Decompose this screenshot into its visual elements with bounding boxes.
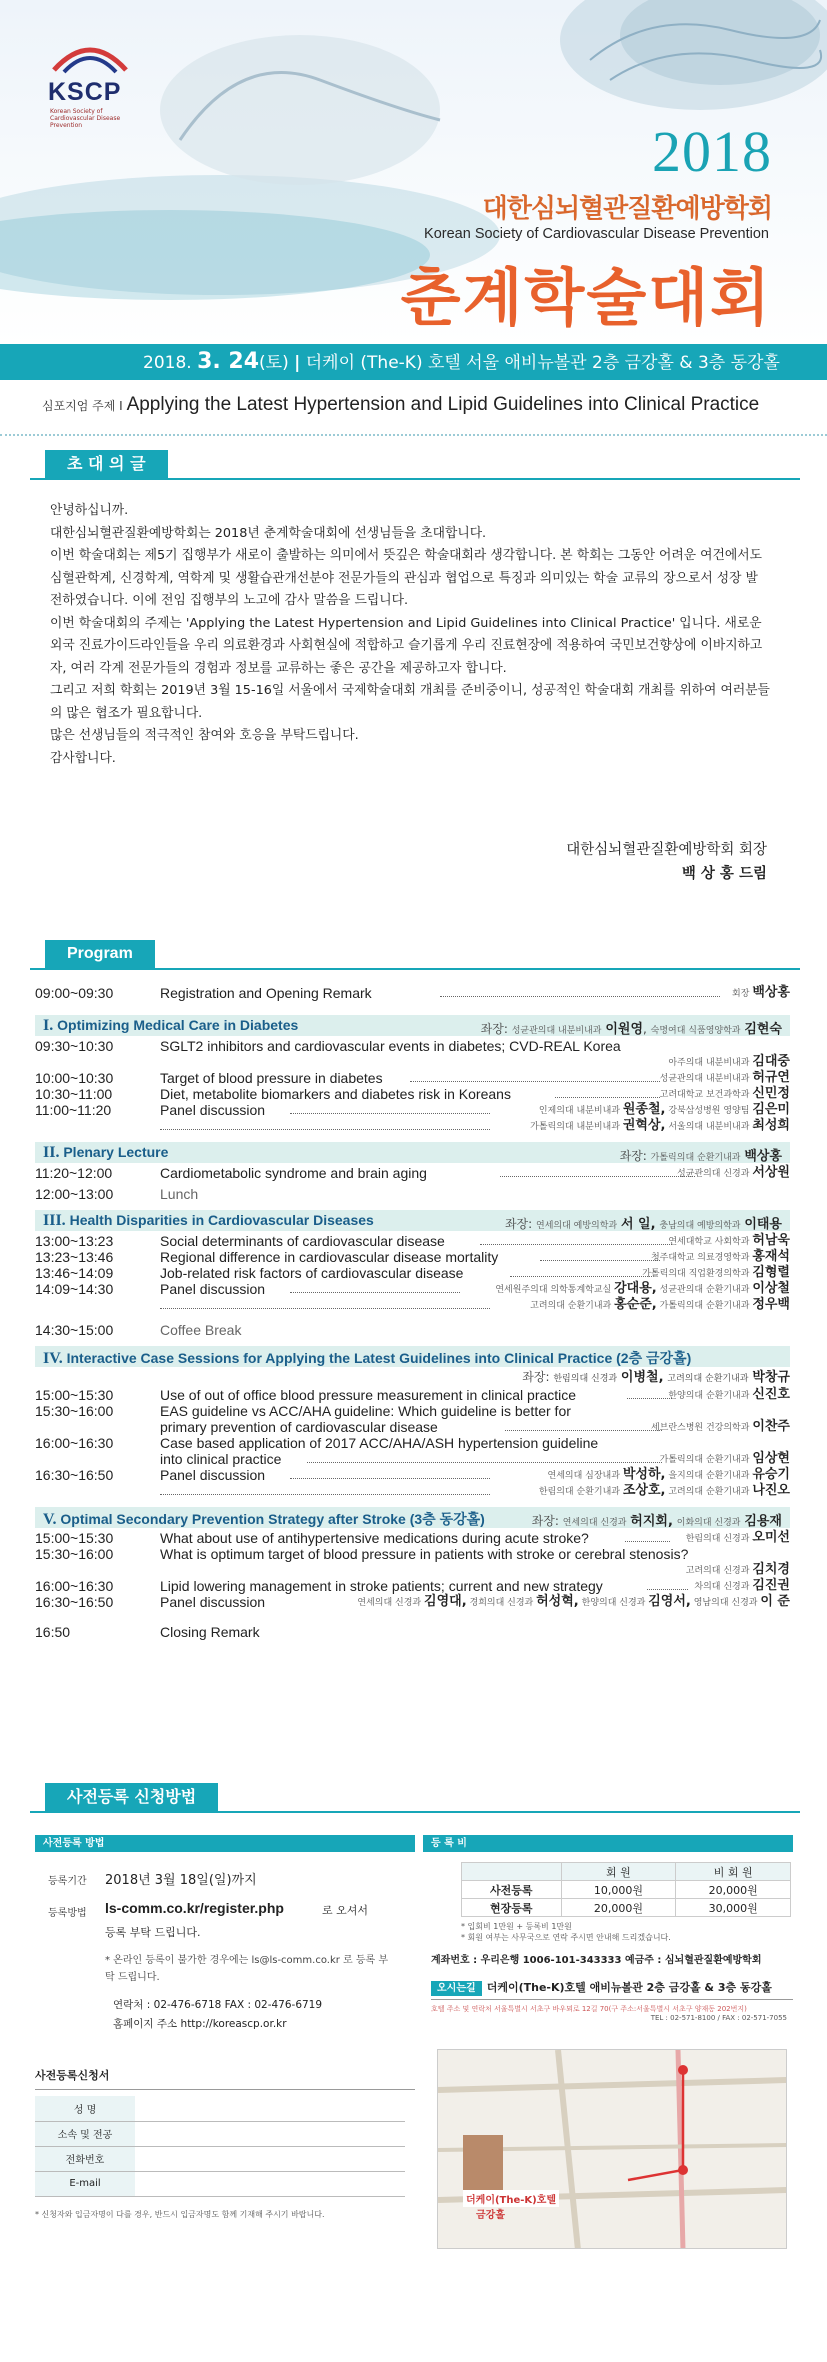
program-row: 13:00~13:23 Social determinants of cardiovascular disease 연세대학교 사회학과 허남욱 [35,1233,790,1249]
fee-head: 등 록 비 [423,1835,793,1852]
invite-paragraph: 대한심뇌혈관질환예방학회는 2018년 춘계학술대회에 선생님들을 초대합니다. [50,525,487,541]
program-row: 15:30~16:00 What is optimum target of blood pressure in patients with stroke or cerebral stenosis? [35,1546,689,1562]
invite-paragraph: 이번 학술대회의 주제는 'Applying the Latest Hypertension and Lipid Guidelines into Clinical Practice' 입니다. 새로운 외국 진료가이드라인들을 우리 의료환경과 사회현실에 적합하고 슬기롭게 우리 진료현장에 적용하여 국민보건향상에 이바지하고자, 여러 각계 전문가들의 경험과 정보를 교류하는 좋은 공간을 제공하고자 합니다. [50,615,763,676]
row-speaker: 회장 백상홍 [732,985,790,1000]
org-name-kr: 대한심뇌혈관질환예방학회 [482,194,772,224]
method-label: 등록방법 [48,1908,87,1919]
org-name-en: Korean Society of Cardiovascular Disease Prevention [424,226,769,242]
venue: 더케이 (The-K) 호텔 서울 애비뉴볼관 2층 금강홀 & 3층 동강홀 [305,353,780,373]
application-form [35,2096,405,2197]
signature [566,838,767,886]
symposium-theme [42,390,759,421]
program-row [35,985,790,1013]
program-row: 15:00~15:30 Use of out of office blood pressure measurement in clinical practice 한양의대 순환기내과 신진호 [35,1387,790,1403]
form-field-input[interactable] [135,2146,405,2171]
date-separator: | [294,353,301,373]
sign-org: 대한심뇌혈관질환예방학회 회장 [566,842,767,858]
registration-method [35,1835,415,2220]
invite-paragraph: 많은 선생님들의 적극적인 참여와 호응을 부탁드립니다. [50,728,359,743]
program-row: 13:46~14:09 Job-related risk factors of cardiovascular disease 가톨릭의대 직업환경의학과 김형렬 [35,1265,790,1281]
session-3-band [35,1210,790,1231]
invite-paragraph: 이번 학술대회는 제5기 집행부가 새로이 출발하는 의미에서 뜻깊은 학술대회라 생각합니다. 본 학회는 그동안 어려운 여건에서도 심혈관학계, 신경학계, 역학계 및 생활습관개선분야 전문가들의 관심과 협업으로 특징과 의미있는 학술 교류의 장으로서 성장 발전하였습니다. 이에 전임 집행부의 노고에 감사 말씀을 드립니다. [50,548,762,608]
session-chairs-row: 좌장: 한림의대 신경과 이병철, 고려의대 순환기내과 박창규 [522,1370,790,1385]
program-row: into clinical practice 가톨릭의대 순환기내과 임상현 [160,1451,790,1467]
invite-paragraph: 안녕하십니까. [50,503,129,518]
sign-name: 백 상 홍 드림 [681,866,767,882]
form-field-label: 전화번호 [35,2146,135,2171]
program-row: 15:30~16:00 EAS guideline vs ACC/AHA guideline: Which guideline is better for [35,1403,571,1419]
program-heading [30,940,800,970]
session-title: IV. Interactive Case Sessions for Applying the Latest Guidelines into Clinical Practice (2층 금강홀) [43,1350,692,1367]
program-row: 10:00~10:30 Target of blood pressure in diabetes 성균관의대 내분비내과 허규연 [35,1070,790,1086]
program-row: 고려의대 신경과 김치경 [685,1562,790,1577]
session-title: II. Plenary Lecture [43,1144,169,1161]
program-row: 11:00~11:20 Panel discussion 인제의대 내분비내과 원종철, 강북삼성병원 영양팀 김은미 [35,1102,790,1118]
theme-label: 심포지엄 주제 I [42,399,123,413]
program-row: 12:00~13:00 Lunch [35,1186,199,1202]
registration-heading-label: 사전등록 신청방법 [45,1783,218,1811]
location-map[interactable] [437,2049,787,2249]
period-label: 등록기간 [48,1876,87,1887]
url-after: 로 오셔서 [322,1904,369,1917]
map-hotel-label: 더케이(The-K)호텔 [463,2190,559,2207]
form-field-input[interactable] [135,2171,405,2196]
program-heading-label: Program [45,940,155,968]
program-row: 16:00~16:30 Case based application of 2017 ACC/AHA/ASH hypertension guideline [35,1435,599,1451]
session-2-band [35,1142,790,1163]
session-chairs: 좌장: 가톨릭의대 순환기내과 백상홍 [619,1149,782,1164]
program-row: 한림의대 순환기내과 조상호, 고려의대 순환기내과 나진오 [35,1483,790,1505]
invite-heading [30,450,800,480]
program-row: 13:23~13:46 Regional difference in cardiovascular disease mortality 청주대학교 의료경영학과 홍재석 [35,1249,790,1265]
tel: TEL : 02-571-8100 / FAX : 02-571-7055 [650,2014,787,2022]
application-note: * 신청자와 입금자명이 다를 경우, 반드시 입금자명도 함께 기재해 주시기 바랍니다. [35,2209,325,2219]
session-title: V. Optimal Secondary Prevention Strategy after Stroke (3층 동강홀) [43,1511,485,1528]
program-row: 가톨릭의대 내분비내과 권혁상, 서울의대 내분비내과 최성희 [35,1118,790,1140]
program-row: 16:00~16:30 Lipid lowering management in stroke patients; current and new strategy 차의대 신경과 김진권 [35,1578,790,1594]
session-chairs: 좌장: 연세의대 신경과 허지회, 이화의대 신경과 김용재 [531,1514,782,1529]
form-field-label: 성 명 [35,2096,135,2121]
register-url[interactable]: ls-comm.co.kr/register.php [105,1900,284,1916]
address: 호텔 주소 및 연락처 서울특별시 서초구 바우뫼로 12길 70(구 주소:서울특별시 서초구 양재동 202번지) [431,2005,747,2013]
period-value: 2018년 3월 18일(일)까지 [105,1873,257,1888]
session-chairs: 좌장: 성균관의대 내분비내과 이원영, 숙명여대 식품영양학과 김현숙 [480,1022,782,1037]
method-head: 사전등록 방법 [35,1835,415,1852]
invitation-text [50,500,770,770]
program-row: 10:30~11:00 Diet, metabolite biomarkers and diabetes risk in Koreans 고려대학교 보건과학과 신민정 [35,1086,790,1102]
session-chairs: 좌장: 연세의대 예방의학과 서 일, 충남의대 예방의학과 이태용 [504,1217,782,1232]
registration-fee [423,1835,793,2022]
leader-dots [440,996,720,997]
session-5-band [35,1507,790,1528]
row-title: Registration and Opening Remark [160,985,372,1001]
heart-illustration [120,20,450,190]
program-row: 15:00~15:30 What about use of antihypertensive medications during acute stroke? 한림의대 신경과 오미선 [35,1530,790,1546]
directions-title: 더케이(The-K)호텔 애비뉴볼관 2층 금강홀 & 3층 동강홀 [486,1981,772,1994]
contact: 연락처 : 02-476-6718 FAX : 02-476-6719 [113,1999,323,2011]
program-row: 16:30~16:50 Panel discussion 연세의대 심장내과 박성하, 을지의대 순환기내과 유승기 [35,1467,790,1483]
theme-text: Applying the Latest Hypertension and Lipid Guidelines into Clinical Practice [126,394,760,415]
online-note: * 온라인 등록이 불가한 경우에는 ls@ls-comm.co.kr 로 등록 부탁 드립니다. [105,1955,389,1983]
form-field-input[interactable] [135,2121,405,2146]
fee-table: 회 원 비 회 원 사전등록 10,000원 20,000원 현장등록 20,000원 30,000원 [461,1862,791,1917]
date-day: 3. 24 [197,349,260,374]
session-title: I. Optimizing Medical Care in Diabetes [43,1017,299,1034]
program-row: 16:50 Closing Remark [35,1624,260,1640]
invite-paragraph: 감사합니다. [50,750,116,766]
program-row: 09:30~10:30 SGLT2 inhibitors and cardiovascular events in diabetes; CVD-REAL Korea [35,1038,621,1054]
form-field-label: 소속 및 전공 [35,2121,135,2146]
program-row: 16:30~16:50 Panel discussion 연세의대 신경과 김영대, 경희의대 신경과 허성혁, 한양의대 신경과 김영서, 영남의대 신경과 이 준 [35,1594,790,1610]
session-1-band [35,1015,790,1036]
program-row: 14:09~14:30 Panel discussion 연세원주의대 의학통계학교실 강대용, 성균관의대 순환기내과 이상철 [35,1281,790,1297]
date-bar [0,344,827,380]
program-row: 11:20~12:00 Cardiometabolic syndrome and brain aging 성균관의대 신경과 서상원 [35,1165,790,1181]
program-row: primary prevention of cardiovascular disease 세브란스병원 건강의학과 이찬주 [160,1419,790,1435]
logo-sub: Korean Society of Cardiovascular Disease Prevention [50,108,121,129]
fee-note: * 입회비 1만원 + 등록비 1만원 * 회원 여부는 사무국으로 연락 주시면 안내해 드리겠습니다. [461,1922,671,1942]
session-title: III. Health Disparities in Cardiovascular Diseases [43,1212,374,1229]
homepage[interactable]: 홈페이지 주소 http://koreascp.or.kr [113,2018,287,2030]
brain-illustration [470,0,827,120]
program-row [35,1054,790,1070]
logo-name: KSCP [48,78,122,106]
event-title: 춘계학술대회 [400,261,772,334]
program-row: 고려의대 순환기내과 홍순준, 가톨릭의대 순환기내과 정우백 [35,1297,790,1322]
year: 2018 [652,119,772,184]
date-dow: (토) [259,353,289,373]
directions-head [431,1976,793,2000]
form-field-label: E-mail [35,2171,135,2196]
application-head: 사전등록신청서 [35,2067,415,2090]
url-after2: 등록 부탁 드립니다. [105,1926,201,1939]
divider [0,434,827,436]
row-time: 09:00~09:30 [35,985,114,1001]
invite-heading-label: 초 대 의 글 [45,450,168,478]
header [0,0,827,345]
row-speaker: 아주의대 내분비내과 김대중 [668,1054,790,1069]
registration-heading [30,1783,800,1813]
invite-paragraph: 그리고 저희 학회는 2019년 3월 15-16일 서울에서 국제학술대회 개최를 준비중이니, 성공적인 학술대회 개최를 위하여 여러분들의 많은 협조가 필요합니다. [50,683,770,721]
directions-label: 오시는길 [431,1981,482,1996]
form-field-input[interactable] [135,2096,405,2121]
map-hall-label: 금강홀 [476,2210,505,2221]
logo-mark-icon [44,30,136,78]
account: 계좌번호 : 우리은행 1006-101-343333 예금주 : 심뇌혈관질환예방학회 [431,1955,762,1966]
session-4-band [35,1346,790,1367]
kscp-logo [40,30,140,140]
program-row: 14:30~15:00 Coffee Break [35,1322,242,1338]
program-schedule [35,985,790,1640]
date-year: 2018. [143,353,192,373]
